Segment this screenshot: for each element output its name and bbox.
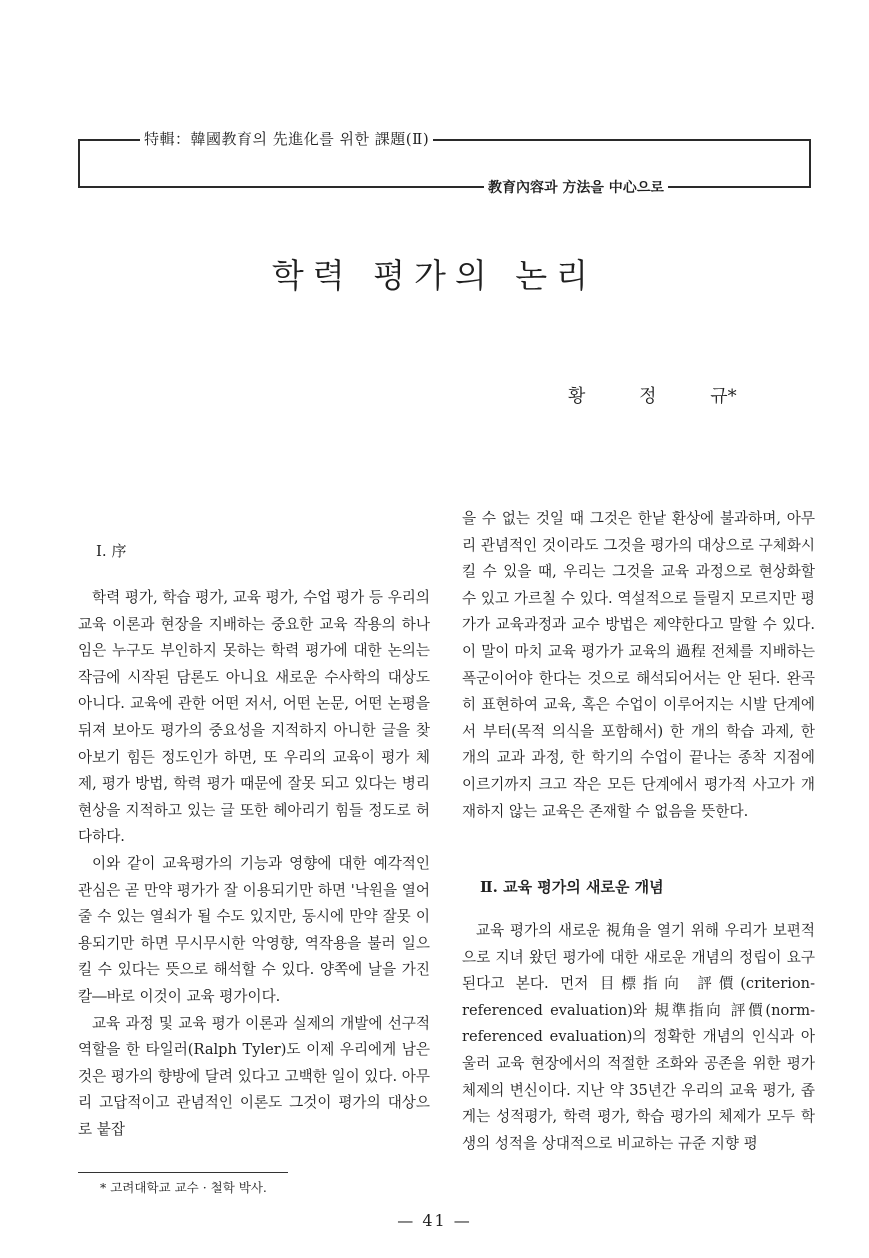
- footnote-rule: [78, 1172, 288, 1173]
- right-column: [462, 506, 815, 825]
- article-author: 황 정 규*: [568, 386, 737, 407]
- left-paragraph-1: 학력 평가, 학습 평가, 교육 평가, 수업 평가 등 우리의 교육 이론과 현장을 지배하는 중요한 교육 작용의 하나임은 누구도 부인하지 못하는 학력 평가에 대한 논의는 작금에 시작된 담론도 아니요 새로운 수사학의 대상도 아니다. 교육에 관한 어떤 저서, 어떤 논문, 어떤 논평을 뒤져 보아도 평가의 중요성을 지적하지 아니한 글을 찾아보기 힘든 정도인가 하면, 또 우리의 교육이 평가 체제, 평가 방법, 학력 평가 때문에 잘못 되고 있다는 병리 현상을 지적하고 있는 글 또한 헤아리기 힘들 정도로 허다하다.: [78, 589, 430, 846]
- left-column: [78, 585, 430, 1143]
- right-paragraph-2: 교육 평가의 새로운 視角을 열기 위해 우리가 보편적으로 지녀 왔던 평가에 대한 새로운 개념의 정립이 요구된다고 본다. 먼저 目標指向 評價(criterion-referenced evaluation)와 規準指向 評價(norm-referenced evaluation)의 정확한 개념의 인식과 아울러 교육 현장에서의 적절한 조화와 공존을 위한 평가 체제의 변신이다. 지난 약 35년간 우리의 교육 평가, 좁게는 성적평가, 학력 평가, 학습 평가의 체제가 모두 학생의 성적을 상대적으로 비교하는 규준 지향 평: [462, 922, 815, 1152]
- article-title: 학력 평가의 논리: [271, 256, 598, 295]
- right-paragraph-1: 을 수 없는 것일 때 그것은 한낱 환상에 불과하며, 아무리 관념적인 것이라도 그것을 평가의 대상으로 구체화시킬 수 있을 때, 우리는 그것을 교육 과정으로 현상화할 수 있고 가르칠 수 있다. 역설적으로 들릴지 모르지만 평가가 교육과정과 교수 방법은 제약한다고 말할 수 있다. 이 말이 마치 교육 평가가 교육의 過程 전체를 지배하는 폭군이어야 한다는 것으로 해석되어서는 안 된다. 완곡히 표현하여 교육, 혹은 수업이 이루어지는 시발 단계에서 부터(목적 의식을 포함해서) 한 개의 학습 과제, 한 개의 교과 과정, 한 학기의 수업이 끝나는 종착 지점에 이르기까지 크고 작은 모든 단계에서 평가적 사고가 개재하지 않는 교육은 존재할 수 없음을 뜻한다.: [462, 510, 815, 820]
- left-paragraph-2: 이와 같이 교육평가의 기능과 영향에 대한 예각적인 관심은 곧 만약 평가가 잘 이용되기만 하면 '낙원을 열어 줄 수 있는 열쇠가 될 수도 있지만, 동시에 만약 잘못 이용되기만 하면 무시무시한 악영향, 역작용을 불러 일으킬 수 있다는 뜻으로 해석할 수 있다. 양쪽에 날을 가진 칼―바로 이것이 교육 평가이다.: [78, 854, 430, 1005]
- section-heading-new-concept: Ⅱ. 교육 평가의 새로운 개념: [480, 878, 664, 896]
- page-number: — 41 —: [397, 1211, 472, 1230]
- author-footnote: * 고려대학교 교수 · 철학 박사.: [100, 1180, 267, 1195]
- section-heading-intro: Ⅰ. 序: [96, 542, 127, 560]
- series-title: 特輯：韓國教育의 先進化를 위한 課題(Ⅱ): [140, 128, 433, 149]
- right-column-lower: [462, 918, 815, 1157]
- left-paragraph-3: 교육 과정 및 교육 평가 이론과 실제의 개발에 선구적 역할을 한 타일러(Ralph Tyler)도 이제 우리에게 남은 것은 평가의 향방에 달려 있다고 고백한 일이 있다. 아무리 고답적이고 관념적인 이론도 그것이 평가의 대상으로 붙잡: [78, 1014, 430, 1138]
- series-subtitle: 教育內容과 方法을 中心으로: [484, 177, 668, 197]
